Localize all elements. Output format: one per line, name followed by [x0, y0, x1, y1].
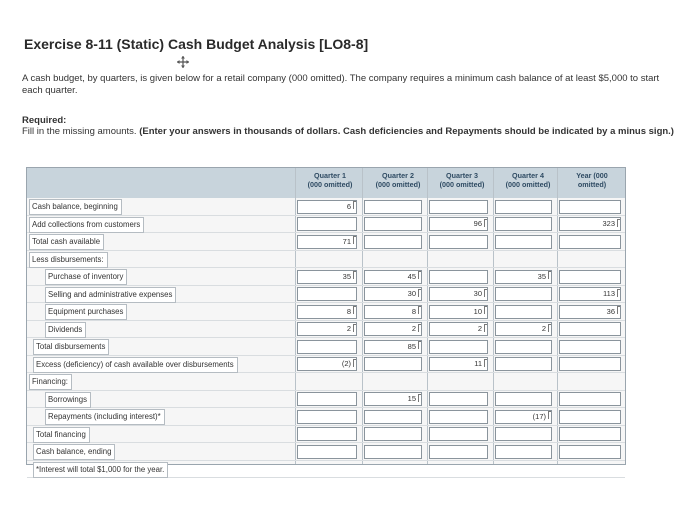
amount-value: 8 — [346, 306, 351, 316]
amount-input-year[interactable] — [559, 200, 621, 214]
amount-value: 96 — [473, 219, 482, 228]
row-label: Dividends — [45, 322, 86, 338]
row-label: *Interest will total $1,000 for the year. — [33, 462, 168, 478]
row-label: Less disbursements: — [29, 252, 108, 268]
amount-input-q2[interactable] — [364, 427, 422, 441]
prefilled-marker — [353, 359, 356, 367]
amount-value: 45 — [407, 271, 416, 281]
row-label: Excess (deficiency) of cash available over disbursements — [33, 357, 238, 373]
amount-input-year[interactable] — [559, 235, 621, 249]
amount-input-q1[interactable] — [297, 427, 357, 441]
prefilled-marker — [418, 289, 421, 297]
prefilled-marker — [353, 306, 356, 314]
prefilled-marker — [484, 219, 487, 227]
table-row — [27, 251, 625, 269]
amount-value: 6 — [346, 201, 351, 211]
amount-value: 2 — [477, 324, 482, 333]
prefilled-marker — [617, 306, 620, 314]
amount-value: 30 — [473, 289, 482, 298]
amount-value: 2 — [411, 324, 416, 333]
amount-input-q2[interactable] — [364, 445, 422, 459]
prefilled-marker — [617, 289, 620, 297]
amount-value: 35 — [537, 271, 546, 281]
prefilled-marker — [418, 341, 421, 349]
row-label: Total disbursements — [33, 339, 109, 355]
amount-input-q1[interactable] — [297, 445, 357, 459]
amount-input-q1[interactable] — [297, 392, 357, 406]
amount-input-q4[interactable] — [495, 445, 552, 459]
prefilled-marker — [353, 324, 356, 332]
row-label: Borrowings — [45, 392, 91, 408]
prefilled-marker — [548, 271, 551, 279]
amount-input-q3[interactable] — [429, 200, 488, 214]
amount-input-q2[interactable] — [364, 200, 422, 214]
amount-value: 35 — [342, 271, 351, 281]
table-row — [27, 286, 625, 304]
row-label: Equipment purchases — [45, 304, 127, 320]
amount-value: 113 — [603, 289, 615, 298]
prefilled-marker — [353, 271, 356, 279]
table-row — [27, 233, 625, 251]
prefilled-marker — [418, 271, 421, 279]
amount-input-q4[interactable] — [495, 392, 552, 406]
amount-input-q2[interactable] — [364, 235, 422, 249]
cash-budget-table — [26, 167, 626, 474]
amount-input-q3[interactable] — [429, 392, 488, 406]
prefilled-marker — [353, 236, 356, 244]
table-row — [27, 216, 625, 234]
amount-input-q4[interactable] — [495, 235, 552, 249]
amount-input-q4[interactable] — [495, 217, 552, 231]
row-label: Financing: — [29, 374, 72, 390]
required-heading: Required: — [22, 115, 67, 126]
table-row — [27, 338, 625, 356]
header-q2-line2: (000 omitted) — [375, 180, 421, 189]
amount-value: 30 — [407, 289, 416, 298]
row-label: Selling and administrative expenses — [45, 287, 176, 303]
amount-value: 15 — [407, 394, 416, 403]
amount-value: (17) — [532, 411, 546, 421]
amount-input-q4[interactable] — [495, 340, 552, 354]
page-title: Exercise 8-11 (Static) Cash Budget Analysis [LO8-8] — [24, 36, 369, 52]
amount-input-q3[interactable] — [429, 270, 488, 284]
row-label: Purchase of inventory — [45, 269, 127, 285]
header-q2-line1: Quarter 2 — [382, 171, 414, 180]
amount-input-year[interactable] — [559, 445, 621, 459]
amount-input-year[interactable] — [559, 357, 621, 371]
prefilled-marker — [353, 201, 356, 209]
amount-input-q4[interactable] — [495, 357, 552, 371]
header-q3-line1: Quarter 3 — [446, 171, 478, 180]
prefilled-marker — [617, 219, 620, 227]
header-year-line1: Year (000 — [576, 171, 608, 180]
amount-input-year[interactable] — [559, 410, 621, 424]
amount-input-year[interactable] — [559, 322, 621, 336]
prefilled-marker — [548, 411, 551, 419]
header-q4-line2: (000 omitted) — [505, 180, 551, 189]
header-quarter-2 — [365, 171, 431, 189]
amount-input-q2[interactable] — [364, 217, 422, 231]
prefilled-marker — [484, 289, 487, 297]
table-row — [27, 373, 625, 391]
header-year-line2: omitted) — [577, 180, 607, 189]
amount-input-year[interactable] — [559, 392, 621, 406]
amount-input-year[interactable] — [559, 427, 621, 441]
amount-input-q2[interactable] — [364, 357, 422, 371]
row-label: Total financing — [33, 427, 90, 443]
header-q3-line2: (000 omitted) — [439, 180, 485, 189]
table-row — [27, 356, 625, 374]
amount-input-q3[interactable] — [429, 235, 488, 249]
amount-input-q3[interactable] — [429, 445, 488, 459]
row-label: Cash balance, beginning — [29, 199, 122, 215]
prefilled-marker — [484, 324, 487, 332]
prefilled-marker — [484, 359, 487, 367]
header-quarter-1 — [297, 171, 363, 189]
amount-input-q3[interactable] — [429, 427, 488, 441]
amount-input-q2[interactable] — [364, 410, 422, 424]
amount-value: (2) — [341, 359, 351, 368]
prefilled-marker — [418, 306, 421, 314]
amount-value: 71 — [342, 236, 351, 246]
amount-value: 11 — [474, 359, 482, 368]
row-label: Repayments (including interest)* — [45, 409, 165, 425]
table-row — [27, 303, 625, 321]
table-row — [27, 321, 625, 339]
table-row — [27, 443, 625, 461]
prefilled-marker — [548, 324, 551, 332]
amount-input-q1[interactable] — [297, 217, 357, 231]
prefilled-marker — [418, 394, 421, 402]
intro-text: A cash budget, by quarters, is given below for a retail company (000 omitted). The company requires a minimum cash balance of at least $5,000 to start each quarter. — [22, 73, 660, 96]
table-row — [27, 198, 625, 216]
amount-value: 2 — [346, 324, 351, 333]
amount-input-q1[interactable] — [297, 287, 357, 301]
prefilled-marker — [418, 324, 421, 332]
table-row — [27, 391, 625, 409]
amount-input-year[interactable] — [559, 340, 621, 354]
amount-input-q3[interactable] — [429, 340, 488, 354]
amount-input-q1[interactable] — [297, 410, 357, 424]
table-row — [27, 426, 625, 444]
header-q1-line1: Quarter 1 — [314, 171, 346, 180]
table-row — [27, 461, 625, 479]
amount-value: 36 — [606, 306, 615, 316]
header-q4-line1: Quarter 4 — [512, 171, 544, 180]
header-q1-line2: (000 omitted) — [307, 180, 353, 189]
row-label: Total cash available — [29, 234, 104, 250]
required-bold-note: (Enter your answers in thousands of dollars. Cash deficiencies and Repayments should be indicated by a minus sign.) — [139, 126, 674, 137]
amount-value: 323 — [602, 219, 615, 228]
required-instruction: Fill in the missing amounts. — [22, 126, 137, 137]
move-cursor-icon — [176, 55, 190, 69]
header-quarter-4 — [495, 171, 561, 189]
amount-value: 85 — [407, 341, 416, 351]
amount-input-q4[interactable] — [495, 427, 552, 441]
required-text — [22, 126, 690, 138]
header-quarter-3 — [429, 171, 495, 189]
amount-input-q3[interactable] — [429, 410, 488, 424]
table-row — [27, 268, 625, 286]
amount-value: 2 — [541, 324, 546, 333]
amount-input-q1[interactable] — [297, 340, 357, 354]
amount-value: 10 — [473, 306, 482, 316]
header-year — [559, 171, 625, 189]
table-row — [27, 408, 625, 426]
amount-input-q4[interactable] — [495, 287, 552, 301]
row-label: Cash balance, ending — [33, 444, 115, 460]
prefilled-marker — [484, 306, 487, 314]
amount-input-year[interactable] — [559, 270, 621, 284]
amount-input-q4[interactable] — [495, 200, 552, 214]
amount-input-q4[interactable] — [495, 305, 552, 319]
row-label: Add collections from customers — [29, 217, 144, 233]
amount-value: 8 — [411, 306, 416, 316]
